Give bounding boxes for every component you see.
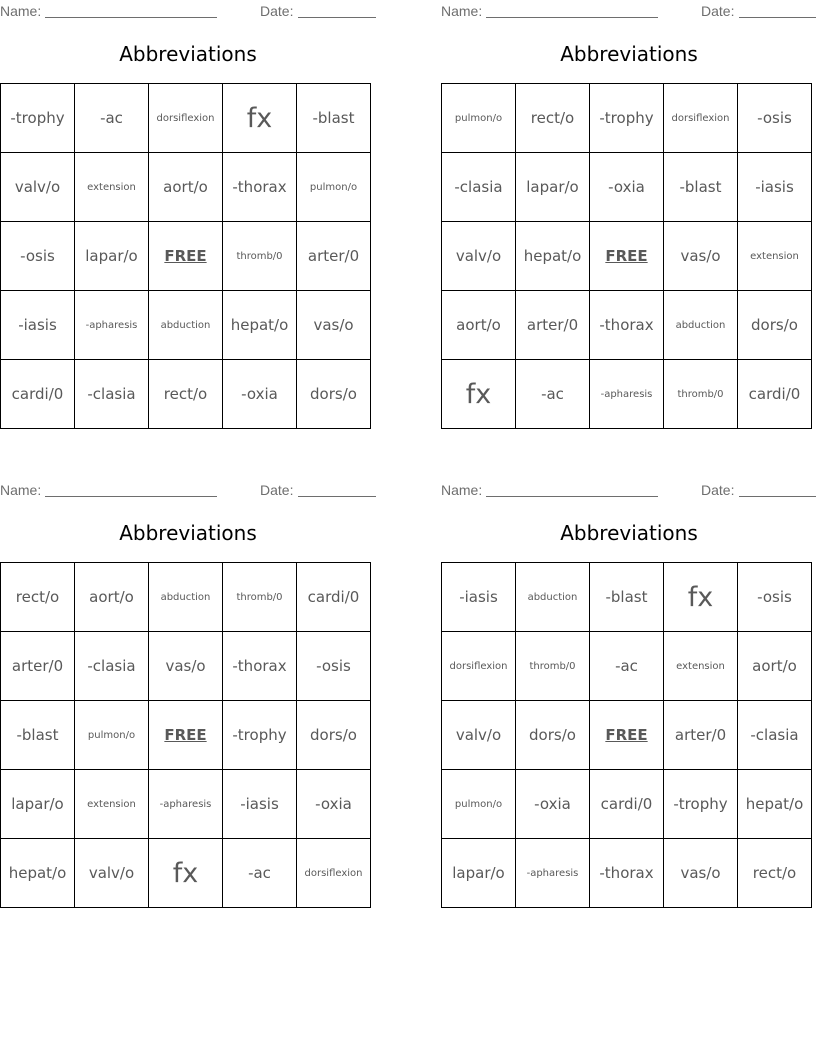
bingo-cell: aort/o xyxy=(149,153,223,222)
grid-row xyxy=(442,701,812,770)
bingo-cell: dors/o xyxy=(738,291,812,360)
bingo-grid xyxy=(441,83,812,429)
bingo-cell: cardi/0 xyxy=(297,563,371,632)
grid-row xyxy=(442,632,812,701)
grid-row xyxy=(1,632,371,701)
bingo-cell: valv/o xyxy=(75,839,149,908)
bingo-cell: arter/0 xyxy=(516,291,590,360)
bingo-cell: -osis xyxy=(1,222,75,291)
name-label: Name: xyxy=(0,482,42,498)
bingo-card-4 xyxy=(441,479,816,919)
bingo-cell: rect/o xyxy=(738,839,812,908)
bingo-cell: valv/o xyxy=(442,701,516,770)
bingo-cell: thromb/0 xyxy=(516,632,590,701)
bingo-cell: arter/0 xyxy=(297,222,371,291)
bingo-cell: cardi/0 xyxy=(590,770,664,839)
bingo-card-1 xyxy=(0,0,376,440)
bingo-cell: vas/o xyxy=(297,291,371,360)
free-space-cell: FREE xyxy=(149,701,223,770)
bingo-cell: hepat/o xyxy=(738,770,812,839)
bingo-cell: lapar/o xyxy=(75,222,149,291)
bingo-cell: -oxia xyxy=(590,153,664,222)
bingo-cell: abduction xyxy=(664,291,738,360)
bingo-cell: -trophy xyxy=(664,770,738,839)
bingo-cell: lapar/o xyxy=(442,839,516,908)
date-blank-line xyxy=(298,5,376,18)
bingo-cell: lapar/o xyxy=(516,153,590,222)
bingo-cell: -ac xyxy=(516,360,590,429)
bingo-grid xyxy=(0,562,371,908)
bingo-cell: -oxia xyxy=(516,770,590,839)
bingo-cell: arter/0 xyxy=(664,701,738,770)
name-blank-line xyxy=(486,484,658,497)
bingo-cell: pulmon/o xyxy=(442,770,516,839)
bingo-cell: -osis xyxy=(738,563,812,632)
bingo-cell: -iasis xyxy=(738,153,812,222)
bingo-cell: dors/o xyxy=(297,360,371,429)
bingo-cell: dorsiflexion xyxy=(442,632,516,701)
bingo-cell: -ac xyxy=(590,632,664,701)
bingo-cell: fx xyxy=(442,360,516,429)
date-blank-line xyxy=(298,484,376,497)
bingo-cell: -trophy xyxy=(590,84,664,153)
bingo-cell: -iasis xyxy=(1,291,75,360)
bingo-cell: lapar/o xyxy=(1,770,75,839)
bingo-cell: -osis xyxy=(297,632,371,701)
bingo-card-2 xyxy=(441,0,816,440)
bingo-card-3 xyxy=(0,479,376,919)
bingo-cell: thromb/0 xyxy=(223,563,297,632)
bingo-cell: dorsiflexion xyxy=(664,84,738,153)
grid-row xyxy=(442,291,812,360)
grid-row xyxy=(1,84,371,153)
bingo-cell: hepat/o xyxy=(516,222,590,291)
grid-row xyxy=(442,770,812,839)
date-label: Date: xyxy=(260,482,294,498)
card-title: Abbreviations xyxy=(560,521,698,545)
bingo-cell: extension xyxy=(75,770,149,839)
bingo-cell: pulmon/o xyxy=(442,84,516,153)
name-date-row xyxy=(441,3,816,21)
bingo-cell: extension xyxy=(75,153,149,222)
grid-row xyxy=(1,839,371,908)
bingo-cell: -trophy xyxy=(223,701,297,770)
name-blank-line xyxy=(486,5,658,18)
bingo-cell: -thorax xyxy=(223,153,297,222)
grid-row xyxy=(1,291,371,360)
bingo-cell: -blast xyxy=(590,563,664,632)
bingo-cell: aort/o xyxy=(75,563,149,632)
bingo-cell: -osis xyxy=(738,84,812,153)
bingo-cell: fx xyxy=(664,563,738,632)
bingo-cell: valv/o xyxy=(1,153,75,222)
bingo-cell: rect/o xyxy=(516,84,590,153)
bingo-cell: aort/o xyxy=(442,291,516,360)
date-blank-line xyxy=(739,5,816,18)
bingo-cell: -blast xyxy=(297,84,371,153)
bingo-cell: -clasia xyxy=(75,632,149,701)
bingo-cell: fx xyxy=(223,84,297,153)
name-label: Name: xyxy=(441,3,483,19)
date-blank-line xyxy=(739,484,816,497)
bingo-cell: abduction xyxy=(149,563,223,632)
bingo-cell: -clasia xyxy=(75,360,149,429)
name-date-row xyxy=(0,3,376,21)
bingo-cell: -blast xyxy=(1,701,75,770)
bingo-cell: dorsiflexion xyxy=(149,84,223,153)
grid-row xyxy=(442,360,812,429)
grid-row xyxy=(442,153,812,222)
bingo-cell: -iasis xyxy=(223,770,297,839)
bingo-cell: extension xyxy=(664,632,738,701)
date-label: Date: xyxy=(701,482,735,498)
bingo-cell: thromb/0 xyxy=(223,222,297,291)
bingo-cell: rect/o xyxy=(149,360,223,429)
bingo-cell: aort/o xyxy=(738,632,812,701)
bingo-cell: abduction xyxy=(149,291,223,360)
bingo-cell: -apharesis xyxy=(149,770,223,839)
grid-row xyxy=(442,84,812,153)
bingo-cell: valv/o xyxy=(442,222,516,291)
bingo-cell: cardi/0 xyxy=(738,360,812,429)
bingo-cell: pulmon/o xyxy=(297,153,371,222)
date-label: Date: xyxy=(701,3,735,19)
grid-row xyxy=(1,222,371,291)
grid-row xyxy=(1,360,371,429)
card-title: Abbreviations xyxy=(119,521,257,545)
grid-row xyxy=(442,563,812,632)
bingo-cell: -clasia xyxy=(738,701,812,770)
bingo-cell: -oxia xyxy=(223,360,297,429)
bingo-cell: -apharesis xyxy=(75,291,149,360)
bingo-cell: -ac xyxy=(223,839,297,908)
free-space-cell: FREE xyxy=(149,222,223,291)
card-title: Abbreviations xyxy=(560,42,698,66)
bingo-cell: rect/o xyxy=(1,563,75,632)
grid-row xyxy=(442,839,812,908)
name-label: Name: xyxy=(0,3,42,19)
bingo-cell: vas/o xyxy=(664,839,738,908)
bingo-cell: -thorax xyxy=(223,632,297,701)
bingo-cell: dors/o xyxy=(516,701,590,770)
bingo-cell: hepat/o xyxy=(1,839,75,908)
name-blank-line xyxy=(45,484,217,497)
grid-row xyxy=(1,153,371,222)
grid-row xyxy=(442,222,812,291)
bingo-grid xyxy=(0,83,371,429)
bingo-cell: arter/0 xyxy=(1,632,75,701)
name-blank-line xyxy=(45,5,217,18)
bingo-cell: extension xyxy=(738,222,812,291)
grid-row xyxy=(1,701,371,770)
bingo-cell: -clasia xyxy=(442,153,516,222)
bingo-cell: dorsiflexion xyxy=(297,839,371,908)
bingo-cell: cardi/0 xyxy=(1,360,75,429)
date-label: Date: xyxy=(260,3,294,19)
free-space-cell: FREE xyxy=(590,701,664,770)
bingo-grid xyxy=(441,562,812,908)
bingo-cell: -ac xyxy=(75,84,149,153)
name-date-row xyxy=(441,482,816,500)
bingo-cell: -thorax xyxy=(590,291,664,360)
bingo-cell: thromb/0 xyxy=(664,360,738,429)
card-title: Abbreviations xyxy=(119,42,257,66)
bingo-cell: pulmon/o xyxy=(75,701,149,770)
bingo-cell: fx xyxy=(149,839,223,908)
grid-row xyxy=(1,770,371,839)
bingo-cell: -trophy xyxy=(1,84,75,153)
bingo-cell: -thorax xyxy=(590,839,664,908)
free-space-cell: FREE xyxy=(590,222,664,291)
name-label: Name: xyxy=(441,482,483,498)
name-date-row xyxy=(0,482,376,500)
bingo-cell: -apharesis xyxy=(516,839,590,908)
bingo-cell: abduction xyxy=(516,563,590,632)
bingo-cell: vas/o xyxy=(664,222,738,291)
grid-row xyxy=(1,563,371,632)
bingo-cell: -iasis xyxy=(442,563,516,632)
bingo-cell: -oxia xyxy=(297,770,371,839)
bingo-cell: hepat/o xyxy=(223,291,297,360)
bingo-cell: -apharesis xyxy=(590,360,664,429)
bingo-cell: vas/o xyxy=(149,632,223,701)
bingo-cell: -blast xyxy=(664,153,738,222)
bingo-cell: dors/o xyxy=(297,701,371,770)
